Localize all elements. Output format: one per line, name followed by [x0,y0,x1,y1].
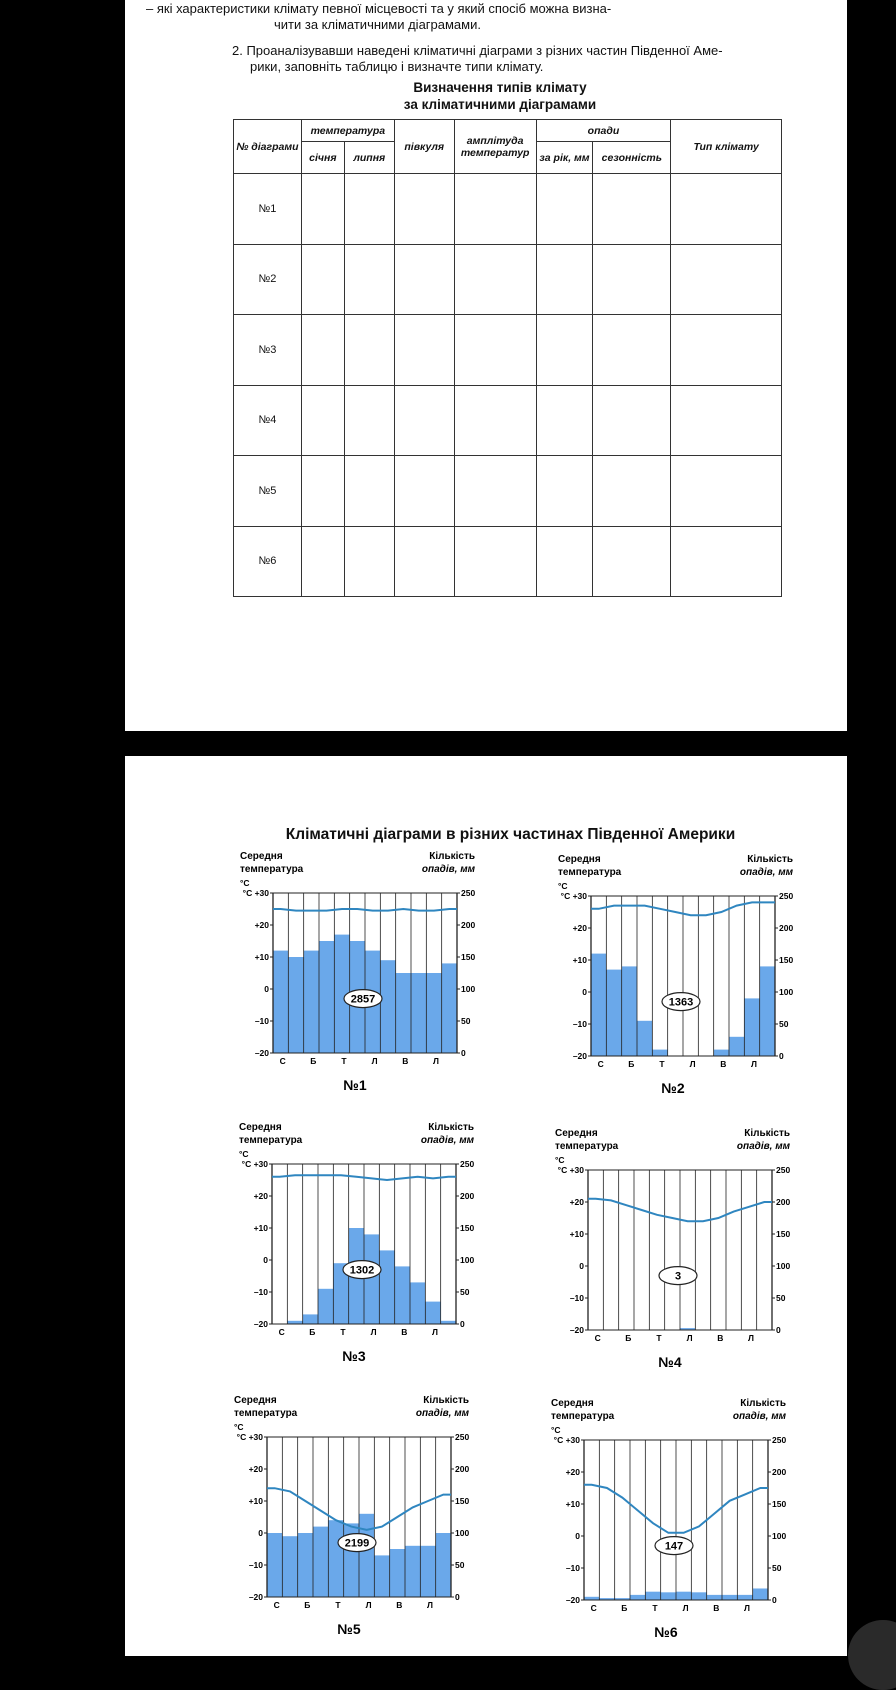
month-label: В [720,1059,727,1069]
precip-tick-label: 0 [776,1325,781,1335]
col-header-amplitude: амплітуда температур [454,120,536,174]
month-label: Т [659,1059,665,1069]
month-label: С [597,1059,604,1069]
temp-tick-label: 0 [579,1261,584,1271]
diagram-caption: №5 [337,1621,361,1637]
month-label: Л [370,1327,377,1337]
temp-tick-label: –20 [569,1325,584,1335]
precip-bar [630,1595,645,1600]
precip-bar [405,1546,420,1597]
precip-bar [661,1592,676,1600]
precip-tick-label: 100 [461,984,476,994]
precip-tick-label: 50 [779,1019,789,1029]
temp-tick-label: +20 [248,1464,263,1474]
precip-tick-label: 250 [455,1432,470,1442]
precip-axis-title: опадів, мм [420,1135,474,1146]
temp-axis-title: Середня [551,1398,594,1409]
table-row-label: №6 [234,526,302,597]
precip-tick-label: 100 [455,1528,470,1538]
precip-bar [288,957,303,1053]
precip-bar [426,973,441,1053]
precip-bar [411,973,426,1053]
col-header-temperature: температура [301,120,394,142]
temp-tick-label: +20 [572,923,587,933]
table-row-label: №5 [234,456,302,526]
temp-tick-label: °C +30 [236,1432,263,1442]
precip-total-value: 3 [674,1270,682,1283]
precip-bar [622,966,637,1056]
temp-tick-label: –20 [254,1048,269,1058]
precip-tick-label: 150 [455,1496,470,1506]
precip-bar [304,951,319,1053]
precip-tick-label: 150 [776,1229,791,1239]
precip-bar [722,1595,737,1600]
col-header-per-year: за рік, мм [536,142,593,174]
temp-tick-label: –20 [572,1051,587,1061]
precip-bar [744,998,759,1056]
precip-tick-label: 50 [776,1293,786,1303]
precip-bar [420,1546,435,1597]
temp-tick-label: +20 [569,1197,584,1207]
precip-total-value: 1302 [349,1264,375,1277]
precip-tick-label: 250 [776,1165,791,1175]
diagrams-title: Кліматичні діаграми в різних частинах Південної Америки [285,826,736,843]
temp-axis-title: температура [551,1411,615,1422]
precip-bar [637,1021,652,1056]
precip-axis-title: опадів, мм [421,864,475,875]
table-title-line2: за кліматичними діаграмами [403,97,597,112]
month-label: Л [433,1056,439,1066]
precip-axis-title: Кількість [740,1398,786,1409]
month-label: Т [335,1600,341,1610]
precip-tick-label: 0 [772,1595,777,1605]
temp-tick-label: +10 [254,952,269,962]
precip-total-value: 2199 [344,1537,370,1550]
diagram-caption: №3 [342,1348,366,1364]
month-label: В [713,1603,720,1613]
precip-bar [379,1250,394,1324]
month-label: Л [432,1327,438,1337]
precip-tick-label: 0 [455,1592,460,1602]
precip-bar [760,966,775,1056]
precip-tick-label: 200 [455,1464,470,1474]
precip-tick-label: 200 [460,1191,475,1201]
precip-bar [380,960,395,1053]
col-header-hemisphere: півкуля [394,120,454,174]
precip-axis-title: Кількість [429,851,475,862]
temp-axis-title: Середня [558,854,601,865]
temp-axis-title: температура [239,1135,303,1146]
precip-tick-label: 50 [461,1016,471,1026]
col-header-climate-type: Тип клімату [671,120,782,174]
temp-tick-label: +20 [565,1467,580,1477]
month-label: Л [748,1333,754,1343]
col-header-seasonality: сезонність [593,142,671,174]
month-label: Б [625,1333,632,1343]
precip-tick-label: 250 [772,1435,787,1445]
temp-tick-label: 0 [582,987,587,997]
precip-total-value: 1363 [668,996,694,1009]
precip-bar [364,1234,379,1324]
temp-axis-title: температура [240,864,304,875]
precip-bar [298,1533,313,1597]
temp-tick-label: +10 [569,1229,584,1239]
precip-bar [395,1266,410,1324]
table-row-label: №4 [234,385,302,455]
month-label: Л [365,1600,372,1610]
precip-bar [410,1282,425,1324]
temp-tick-label: °C +30 [560,891,587,901]
bullet-text-line1: – які характеристики клімату певної місцевості та у який спосіб можна визна- [146,1,612,16]
precip-tick-label: 100 [772,1531,787,1541]
precip-axis-title: Кількість [744,1128,790,1139]
temp-axis-title: температура [558,867,622,878]
precip-bar [318,1289,333,1324]
precip-total-value: 2857 [350,993,376,1006]
precip-bar [267,1533,282,1597]
month-label: С [594,1333,601,1343]
temp-tick-label: °C +30 [241,1159,268,1169]
month-label: С [590,1603,597,1613]
precip-total-value: 147 [664,1540,684,1553]
precip-axis-title: опадів, мм [415,1408,469,1419]
precip-tick-label: 150 [461,952,476,962]
precip-bar [273,951,288,1053]
precip-tick-label: 0 [460,1319,465,1329]
precip-bar [714,1050,729,1056]
precip-tick-label: 150 [779,955,794,965]
precip-tick-label: 50 [460,1287,470,1297]
precip-tick-label: 50 [772,1563,782,1573]
temp-tick-label: –10 [253,1287,268,1297]
diagram-caption: №2 [661,1080,685,1096]
table-row-label: №3 [234,315,302,385]
precip-bar [303,1314,318,1324]
col-header-january: січня [301,142,344,174]
temp-tick-label: +10 [565,1499,580,1509]
diagram-caption: №1 [343,1077,367,1093]
precip-bar [282,1536,297,1597]
temp-unit: °C [234,1422,244,1432]
precip-bar [396,973,411,1053]
precip-tick-label: 200 [772,1467,787,1477]
temp-unit: °C [240,878,250,888]
temp-tick-label: °C +30 [242,888,269,898]
temp-tick-label: °C +30 [557,1165,584,1175]
month-label: Л [744,1603,750,1613]
month-label: Б [621,1603,628,1613]
month-label: Б [304,1600,311,1610]
temp-tick-label: +10 [572,955,587,965]
bullet-text-line2: чити за кліматичними діаграмами. [274,17,481,32]
temp-tick-label: 0 [258,1528,263,1538]
month-label: Л [427,1600,433,1610]
precip-tick-label: 150 [772,1499,787,1509]
diagram-caption: №6 [654,1624,678,1640]
precip-bar [591,954,606,1056]
temp-tick-label: –20 [248,1592,263,1602]
temp-tick-label: 0 [263,1255,268,1265]
precip-bar [425,1302,440,1324]
month-label: Л [689,1059,696,1069]
temp-unit: °C [551,1425,561,1435]
temp-tick-label: –20 [253,1319,268,1329]
temp-tick-label: –20 [565,1595,580,1605]
month-label: С [273,1600,280,1610]
precip-tick-label: 250 [779,891,794,901]
precip-tick-label: 100 [776,1261,791,1271]
precip-tick-label: 200 [779,923,794,933]
precip-axis-title: Кількість [747,854,793,865]
month-label: В [401,1327,408,1337]
precip-bar [753,1588,768,1600]
temp-tick-label: 0 [575,1531,580,1541]
col-header-precipitation: опади [536,120,671,142]
precip-bar [737,1595,752,1600]
precip-tick-label: 0 [461,1048,466,1058]
question-text-line2: рики, заповніть таблицю і визначте типи клімату. [250,59,544,74]
month-label: Т [340,1327,346,1337]
temp-tick-label: –10 [572,1019,587,1029]
month-label: Б [310,1056,317,1066]
col-header-number: № діаграми [234,120,302,174]
precip-bar [374,1555,389,1597]
precip-axis-title: Кількість [423,1395,469,1406]
month-label: С [278,1327,285,1337]
precip-tick-label: 50 [455,1560,465,1570]
precip-bar [729,1037,744,1056]
month-label: Т [341,1056,347,1066]
precip-tick-label: 200 [776,1197,791,1207]
temp-axis-title: Середня [234,1395,277,1406]
col-header-july: липня [344,142,394,174]
diagram-caption: №4 [658,1354,682,1370]
temp-tick-label: –10 [565,1563,580,1573]
precip-bar [645,1592,660,1600]
precip-tick-label: 150 [460,1223,475,1233]
question-text-line1: 2. Проаналізувавши наведені кліматичні діаграми з різних частин Південної Аме- [232,43,723,58]
temp-tick-label: +10 [248,1496,263,1506]
precip-bar [328,1520,343,1597]
temp-tick-label: –10 [254,1016,269,1026]
month-label: Л [371,1056,378,1066]
temp-tick-label: –10 [569,1293,584,1303]
month-label: Т [652,1603,658,1613]
precip-axis-title: опадів, мм [732,1411,786,1422]
month-label: Л [686,1333,693,1343]
precip-axis-title: опадів, мм [739,867,793,878]
month-label: В [396,1600,403,1610]
precip-bar [691,1592,706,1600]
precip-bar [313,1527,328,1597]
temp-axis-title: температура [555,1141,619,1152]
month-label: Л [751,1059,757,1069]
precip-tick-label: 100 [779,987,794,997]
month-label: Т [656,1333,662,1343]
month-label: Б [628,1059,635,1069]
temp-tick-label: –10 [248,1560,263,1570]
temp-tick-label: +20 [253,1191,268,1201]
precip-tick-label: 250 [461,888,476,898]
temp-unit: °C [555,1155,565,1165]
month-label: С [279,1056,286,1066]
temperature-line [273,909,457,911]
precip-bar [606,970,621,1056]
temp-tick-label: +10 [253,1223,268,1233]
temp-axis-title: температура [234,1408,298,1419]
precip-bar [652,1050,667,1056]
precip-bar [442,963,457,1053]
temp-unit: °C [239,1149,249,1159]
precip-tick-label: 0 [779,1051,784,1061]
temp-axis-title: Середня [239,1122,282,1133]
temp-unit: °C [558,881,568,891]
table-title-line1: Визначення типів клімату [413,80,587,95]
precip-tick-label: 200 [461,920,476,930]
precip-bar [707,1595,722,1600]
precip-bar [319,941,334,1053]
precip-axis-title: опадів, мм [736,1141,790,1152]
precip-tick-label: 250 [460,1159,475,1169]
precip-axis-title: Кількість [428,1122,474,1133]
precip-bar [436,1533,451,1597]
temp-tick-label: °C +30 [553,1435,580,1445]
precip-bar [359,1514,374,1597]
table-row-label: №1 [234,174,302,244]
precip-bar [676,1592,691,1600]
temp-axis-title: Середня [555,1128,598,1139]
temp-axis-title: Середня [240,851,283,862]
precip-tick-label: 100 [460,1255,475,1265]
temp-tick-label: +20 [254,920,269,930]
month-label: В [402,1056,409,1066]
month-label: В [717,1333,724,1343]
month-label: Л [682,1603,689,1613]
month-label: Б [309,1327,316,1337]
precip-bar [390,1549,405,1597]
temp-tick-label: 0 [264,984,269,994]
table-row-label: №2 [234,244,302,314]
